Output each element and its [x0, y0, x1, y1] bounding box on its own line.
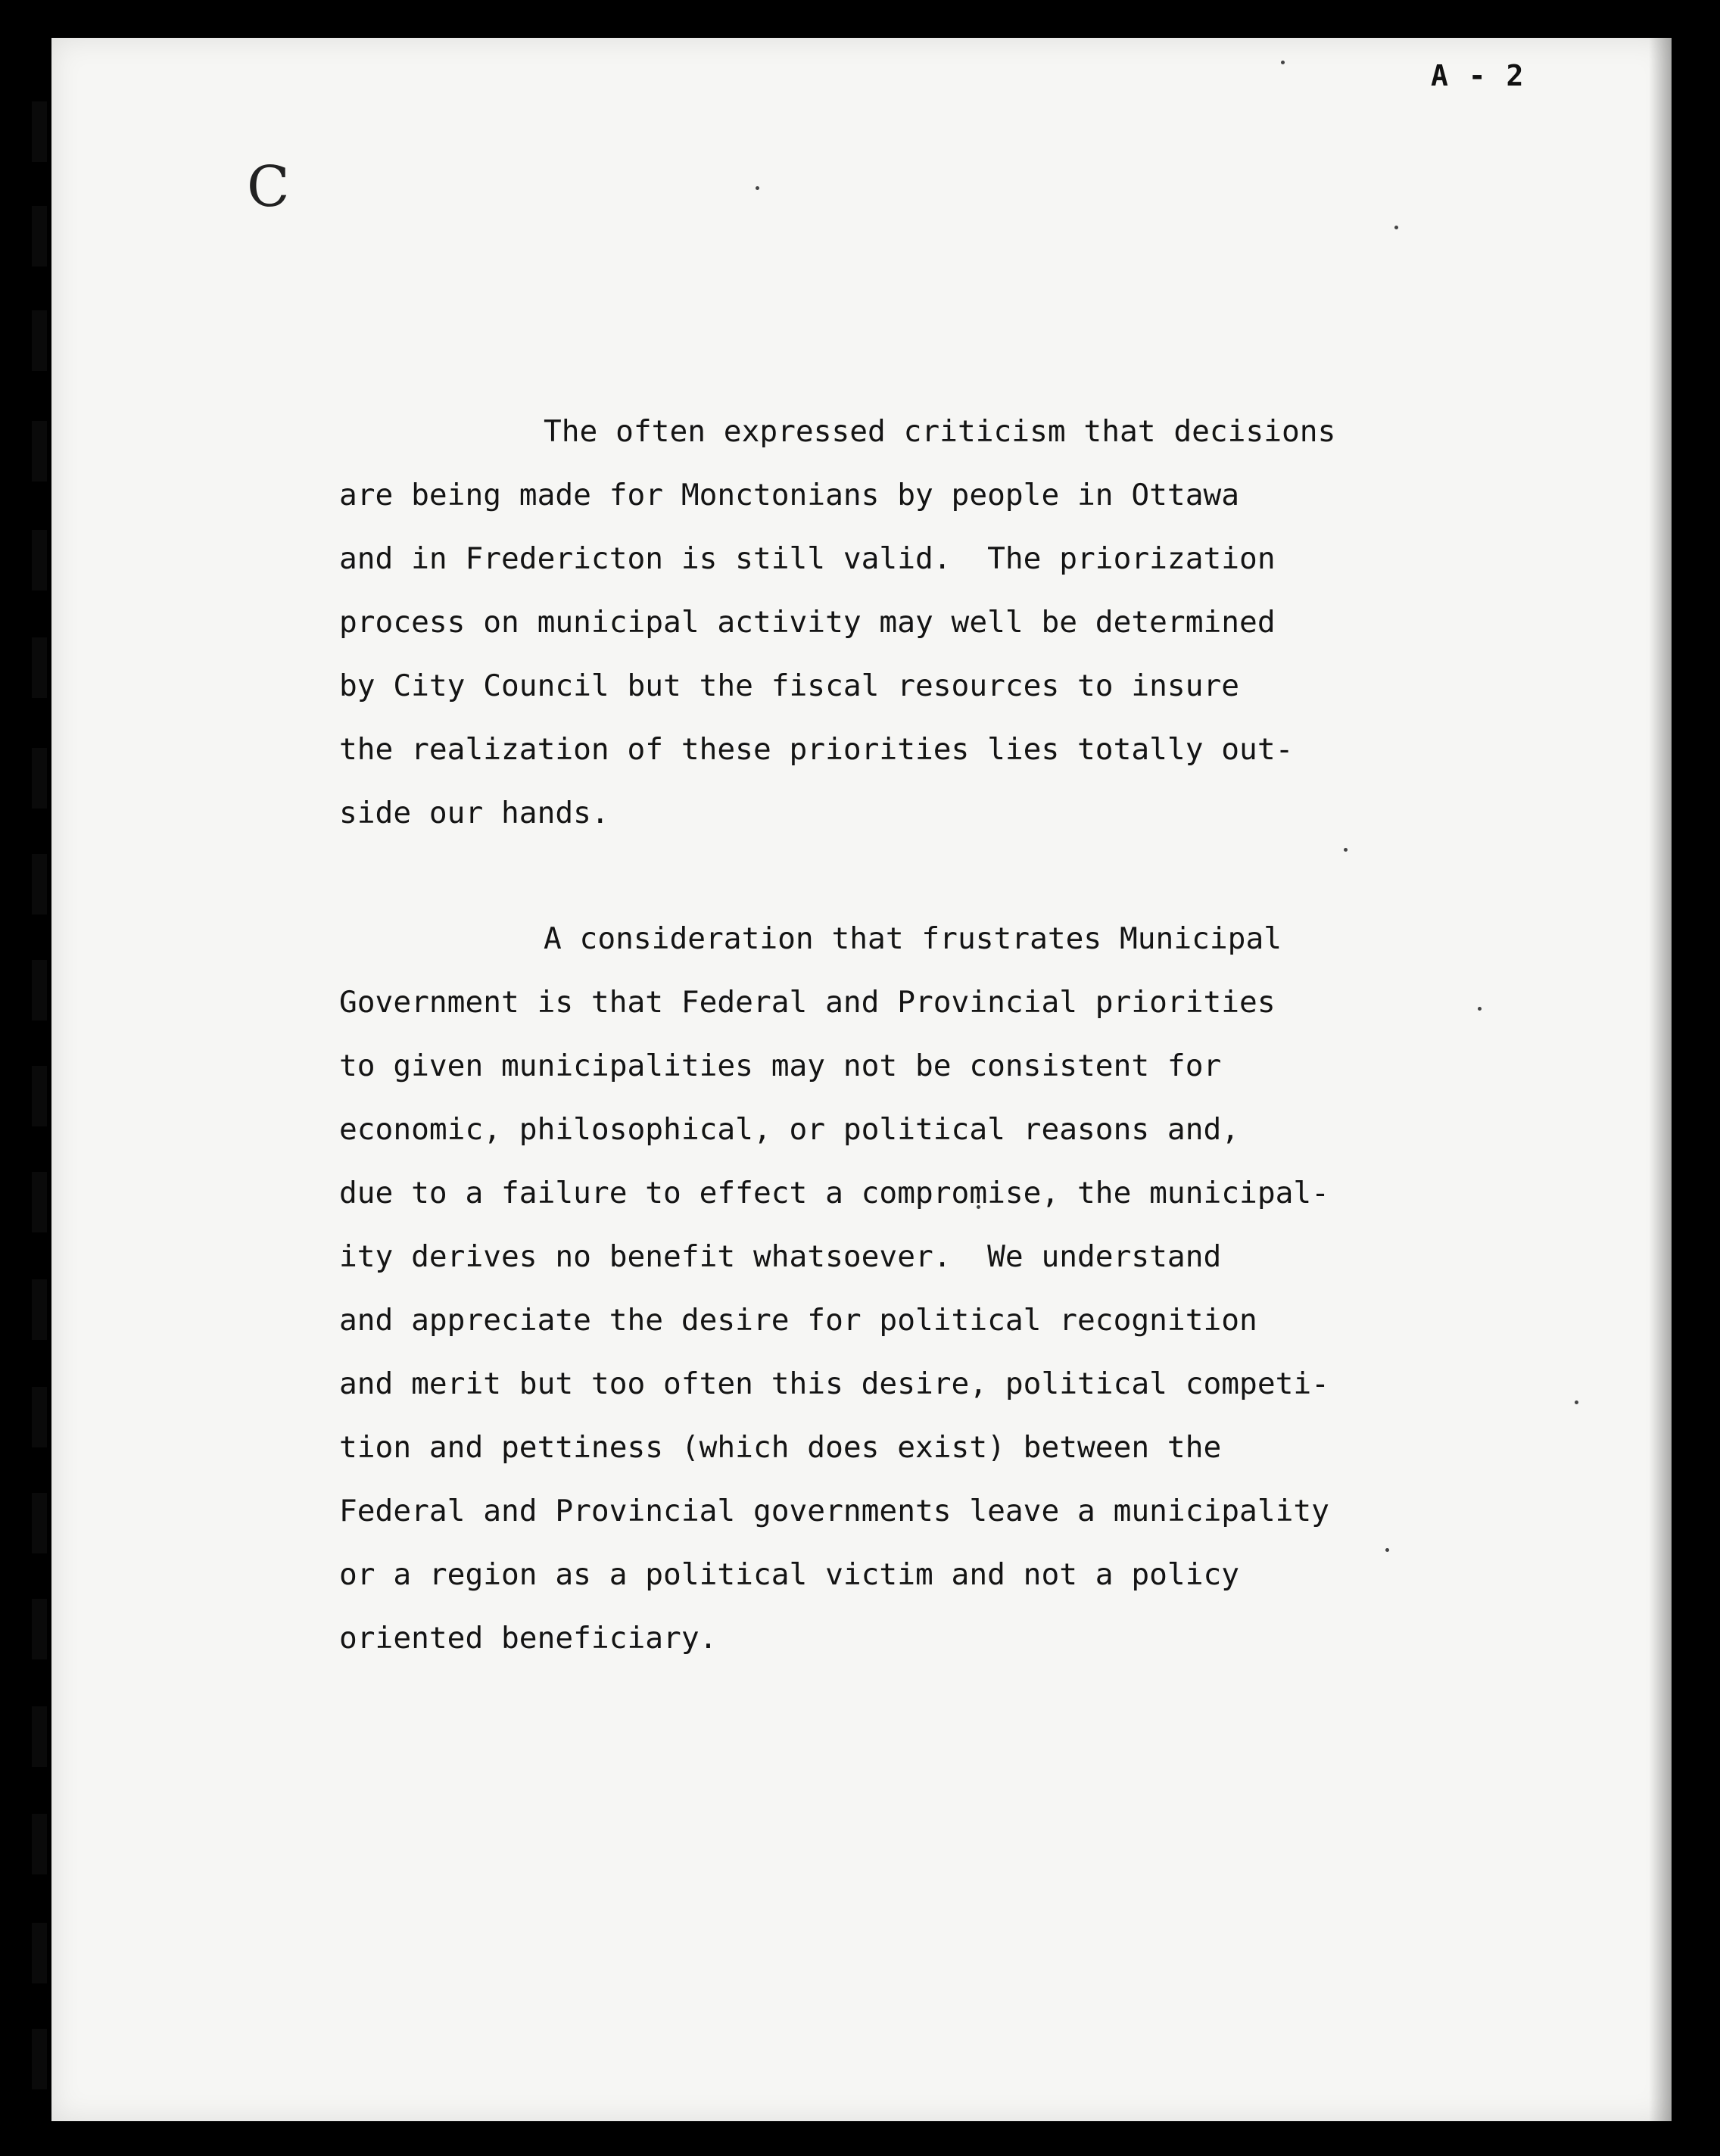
- text-line: oriented beneficiary.: [339, 1621, 718, 1656]
- text-line: tion and pettiness (which does exist) between the: [339, 1430, 1222, 1465]
- text-line: and merit but too often this desire, political competi-: [339, 1366, 1329, 1401]
- text-line: to given municipalities may not be consistent for: [339, 1048, 1222, 1083]
- scan-speck: [1394, 226, 1398, 229]
- paragraph-2: [339, 907, 1429, 1670]
- binding-hole: [32, 1923, 47, 1983]
- page-number: A - 2: [1431, 59, 1525, 92]
- text-line: side our hands.: [339, 796, 609, 830]
- binding-hole: [32, 2029, 47, 2089]
- binding-hole: [32, 854, 47, 914]
- text-line: A consideration that frustrates Municipal: [544, 921, 1282, 956]
- scan-speck: [1478, 1007, 1482, 1011]
- binding-hole: [32, 101, 47, 162]
- binding-hole: [32, 310, 47, 371]
- text-line: and appreciate the desire for political recognition: [339, 1303, 1257, 1338]
- text-line: economic, philosophical, or political reasons and,: [339, 1112, 1240, 1147]
- binding-hole: [32, 530, 47, 590]
- binding-hole: [32, 421, 47, 481]
- scan-speck: [1575, 1400, 1578, 1404]
- binding-hole: [32, 1066, 47, 1126]
- text-line: the realization of these priorities lies totally out-: [339, 732, 1294, 767]
- text-line: ity derives no benefit whatsoever. We understand: [339, 1239, 1222, 1274]
- text-line: due to a failure to effect a compromise, the municipal-: [339, 1176, 1329, 1210]
- text-line: The often expressed criticism that decisions: [544, 414, 1336, 449]
- page-edge-shadow: [1649, 38, 1672, 2121]
- binding-hole: [32, 1706, 47, 1767]
- text-line: process on municipal activity may well be determined: [339, 605, 1276, 640]
- corner-mark: C: [247, 154, 290, 220]
- paragraph-1: [339, 400, 1429, 845]
- binding-hole: [32, 1172, 47, 1232]
- binding-hole: [32, 1599, 47, 1659]
- binding-hole: [32, 1814, 47, 1874]
- scan-speck: [1281, 61, 1285, 64]
- text-line: are being made for Monctonians by people in Ottawa: [339, 478, 1240, 513]
- binding-hole: [32, 1387, 47, 1447]
- scan-speck: [756, 186, 759, 190]
- text-line: or a region as a political victim and not a policy: [339, 1557, 1240, 1592]
- text-line: and in Fredericton is still valid. The priorization: [339, 541, 1276, 576]
- binding-hole: [32, 1279, 47, 1340]
- binding-hole: [32, 960, 47, 1020]
- binding-hole: [32, 206, 47, 266]
- text-line: Federal and Provincial governments leave a municipality: [339, 1494, 1329, 1528]
- binding-hole: [32, 637, 47, 698]
- scan-speck: [1344, 848, 1348, 852]
- text-line: Government is that Federal and Provincial priorities: [339, 985, 1276, 1020]
- text-line: by City Council but the fiscal resources to insure: [339, 668, 1240, 703]
- binding-hole: [32, 1493, 47, 1553]
- binding-hole: [32, 748, 47, 808]
